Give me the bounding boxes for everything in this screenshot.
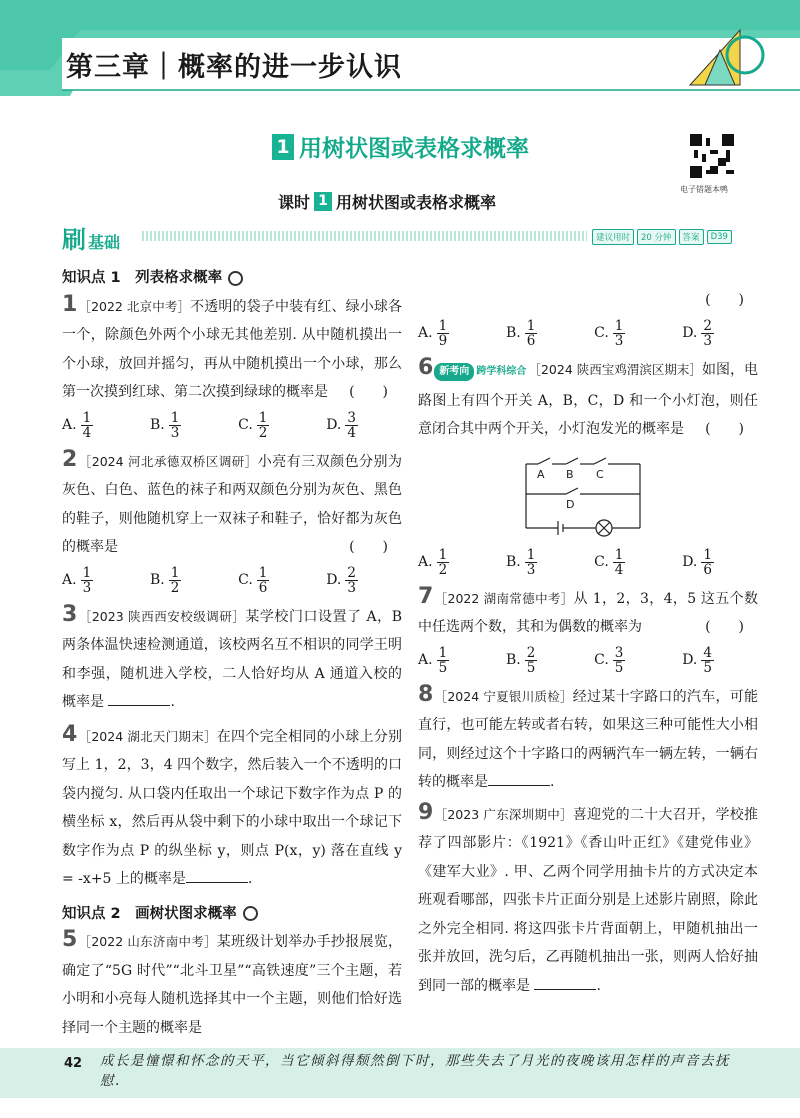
time-label: 建议用时: [592, 229, 634, 245]
page-header: [0, 0, 800, 96]
answer-paren: ( ): [705, 619, 744, 635]
options: [418, 548, 758, 577]
option-c[interactable]: C. $\frac{1}{2}$: [238, 409, 268, 441]
lesson-prefix: 课时: [278, 193, 311, 212]
question-text: 喜迎党的二十大召开，学校推荐了四部影片：《1921》《香山叶正红》《建党伟业》《建军大业》. 甲、乙两个同学用抽卡片的方式决定本班观看哪部，四张卡片正面分别是上述影片剧照，除此之外完全相同. 将这四张卡片背面朝上，甲随机抽出一张并放回，洗匀后，乙再随机抽出一张，则两人恰好抽到同一部的概率是: [418, 806, 758, 994]
lesson-number: 1: [314, 192, 332, 211]
question-number: 2: [62, 446, 78, 472]
question-number: 1: [62, 291, 78, 317]
answer-page: D39: [707, 230, 732, 244]
option-d[interactable]: D. $\frac{4}{5}$: [682, 644, 712, 676]
question-source: ［2022 山东济南中考］: [78, 934, 217, 949]
question-number: 4: [62, 721, 78, 747]
check-icon: [243, 906, 258, 921]
lesson-title: [278, 190, 496, 213]
question-1: [62, 293, 402, 440]
option-c[interactable]: C. $\frac{1}{4}$: [594, 546, 624, 578]
band-label: [62, 220, 120, 255]
option-b[interactable]: B. $\frac{2}{5}$: [505, 644, 536, 676]
option-b[interactable]: B. $\frac{1}{3}$: [505, 546, 536, 578]
option-b[interactable]: B. $\frac{1}{3}$: [149, 409, 180, 441]
question-text: 从 1，2，3，4，5 这五个数中任选两个数，其和为偶数的概率为: [418, 590, 758, 635]
lesson-title-text: 用树状图或表格求概率: [336, 193, 497, 212]
question-number: 9: [418, 799, 434, 825]
question-source: ［2023 广东深圳期中］: [434, 806, 573, 822]
cross-subject-tag: 跨学科综合: [476, 366, 527, 377]
switch-label: B: [566, 467, 574, 481]
option-a[interactable]: A. $\frac{1}{4}$: [62, 409, 92, 441]
switch-label: D: [566, 497, 575, 511]
switch-label: A: [537, 467, 545, 481]
knowledge-point-2: 知识点 2 画树状图求概率: [62, 900, 402, 929]
new-direction-tag: 新考向: [434, 363, 474, 381]
right-column: [418, 258, 758, 1000]
check-icon: [228, 271, 243, 286]
options: [62, 566, 402, 595]
question-number: 6: [418, 355, 434, 380]
answer-paren: ( ): [349, 384, 388, 400]
answer-blank[interactable]: [186, 869, 248, 883]
band-main: 刷: [62, 226, 86, 254]
question-9: 9［2023 广东深圳期中］喜迎党的二十大召开，学校推荐了四部影片：《1921》《香山叶正红》《建党伟业》《建军大业》. 甲、乙两个同学用抽卡片的方式决定本班观看哪部，四张卡片正面分别是上述影片剧照，除此之外完全相同. 将这四张卡片背面朝上，甲随机抽出一张并放回，洗匀后，乙再随机抽出一张，则两人恰好抽到同一部的概率是 .: [418, 799, 758, 994]
question-source: ［2024 陕西宝鸡渭滨区期末］: [528, 362, 702, 377]
question-number: 8: [418, 681, 434, 707]
question-8: 8［2024 宁夏银川质检］经过某十字路口的汽车，可能直行，也可能左转或者右转，如果这三种可能性大小相同，则经过这个十字路口的两辆汽车一辆左转，一辆右转的概率是 .: [418, 681, 758, 790]
options: [418, 646, 758, 675]
band-sub: 基础: [88, 233, 121, 252]
option-d[interactable]: D. $\frac{1}{6}$: [682, 546, 712, 578]
question-5-continued: [418, 258, 758, 348]
question-6: [418, 356, 758, 577]
question-text: 不透明的袋子中装有红、绿小球各一个，除颜色外两个小球无其他差别. 从中随机摸出一个小球，放回并摇匀，再从中随机摸出一个小球，那么第一次摸到红球、第二次摸到绿球的概率是: [62, 298, 402, 400]
section-number: 1: [272, 134, 294, 160]
question-source: ［2023 陕西西安校级调研］: [78, 608, 246, 624]
section-title: [272, 130, 529, 163]
option-b[interactable]: B. $\frac{1}{6}$: [505, 318, 536, 349]
left-column: [62, 258, 402, 1042]
chapter-title: 第三章｜概率的进一步认识: [66, 52, 402, 83]
option-a[interactable]: A. $\frac{1}{2}$: [418, 546, 448, 578]
question-5: [62, 928, 402, 1042]
answer-paren: ( ): [705, 292, 744, 308]
answer-blank[interactable]: [488, 772, 550, 786]
question-text: 经过某十字路口的汽车，可能直行，也可能左转或者右转，如果这三种可能性大小相同，则经过这个十字路口的两辆汽车一辆左转，一辆右转的概率是: [418, 688, 758, 790]
option-b[interactable]: B. $\frac{1}{2}$: [149, 564, 180, 596]
question-3: 3［2023 陕西西安校级调研］某学校门口设置了 A，B 两条体温快速检测通道，该校两名互不相识的同学王明和李强，随机进入学校，二人恰好均从 A 通道入校的概率是 .: [62, 601, 402, 710]
knowledge-point-1: 知识点 1 列表格求概率: [62, 264, 402, 293]
option-a[interactable]: A. $\frac{1}{9}$: [418, 318, 448, 349]
answer-paren: ( ): [705, 421, 744, 437]
answer-label: 答案: [679, 229, 704, 245]
option-a[interactable]: A. $\frac{1}{3}$: [62, 564, 92, 596]
circuit-diagram: [518, 450, 648, 540]
options: [62, 411, 402, 440]
qr-code-icon[interactable]: [690, 134, 734, 178]
question-text: 如图，电路图上有四个开关 A，B，C，D 和一个小灯泡，则任意闭合其中两个开关，小灯泡发光的概率是: [418, 362, 759, 437]
question-source: ［2024 宁夏银川质检］: [434, 688, 573, 704]
question-text: 在四个完全相同的小球上分别写上 1，2，3，4 四个数字，然后装入一个不透明的口袋内搅匀. 从口袋内任取出一个球记下数字作为点 P 的横坐标 x，然后再从袋中剩下的小球中取出一个球记下数字作为点 P 的纵坐标 y，则点 P(x，y) 落在直线 y = -x+5 上的概率是: [62, 728, 402, 887]
question-source: ［2024 河北承德双桥区调研］: [78, 453, 258, 469]
question-4: 4［2024 湖北天门期末］在四个完全相同的小球上分别写上 1，2，3，4 四个数字，然后装入一个不透明的口袋内搅匀. 从口袋内任取出一个球记下数字作为点 P 的横坐标 x，然后再从袋中剩下的小球中取出一个球记下数字作为点 P 的纵坐标 y，则点 P(x，y) 落在直线 y = -x+5 上的概率是 .: [62, 721, 402, 887]
option-d[interactable]: D. $\frac{2}{3}$: [682, 318, 712, 349]
question-number: 7: [418, 583, 434, 609]
time-value: 20 分钟: [637, 229, 676, 245]
option-a[interactable]: A. $\frac{1}{5}$: [418, 644, 448, 676]
option-d[interactable]: D. $\frac{2}{3}$: [326, 564, 356, 596]
footer-quote: 成长是憧憬和怀念的天平，当它倾斜得颓然倒下时，那些失去了月光的夜晚该用怎样的声音去抚慰.: [100, 1053, 730, 1089]
question-number: 3: [62, 601, 78, 627]
question-number: 5: [62, 927, 78, 952]
question-text: 某班级计划举办手抄报展览，确定了“5G 时代”“北斗卫星”“高铁速度”三个主题，若小明和小亮每人随机选择其中一个主题，则他们恰好选择同一个主题的概率是: [62, 934, 402, 1036]
answer-blank[interactable]: [534, 976, 596, 990]
answer-paren: ( ): [349, 539, 388, 555]
section-title-text: 用树状图或表格求概率: [299, 136, 529, 162]
page-number: 42: [64, 1056, 83, 1071]
question-text: 某学校门口设置了 A，B 两条体温快速检测通道，该校两名互不相识的同学王明和李强，随机进入学校，二人恰好均从 A 通道入校的概率是: [62, 608, 402, 710]
options: [418, 319, 758, 348]
option-c[interactable]: C. $\frac{1}{3}$: [594, 318, 624, 349]
question-7: [418, 585, 758, 675]
switch-label: C: [596, 467, 604, 481]
question-source: ［2022 北京中考］: [78, 298, 191, 314]
question-2: [62, 448, 402, 595]
option-c[interactable]: C. $\frac{3}{5}$: [594, 644, 624, 676]
qr-caption: 电子错题本鸭: [680, 185, 728, 194]
question-source: ［2022 湖南常德中考］: [434, 590, 574, 606]
band-info: [592, 229, 732, 245]
question-text: 小亮有三双颜色分别为灰色、白色、蓝色的袜子和两双颜色分别为灰色、黑色的鞋子，则他随机穿上一双袜子和鞋子，恰好都为灰色的概率是: [62, 453, 403, 555]
option-d[interactable]: D. $\frac{3}{4}$: [326, 409, 356, 441]
option-c[interactable]: C. $\frac{1}{6}$: [238, 564, 268, 596]
question-source: ［2024 湖北天门期末］: [78, 728, 217, 744]
answer-blank[interactable]: [108, 692, 170, 706]
